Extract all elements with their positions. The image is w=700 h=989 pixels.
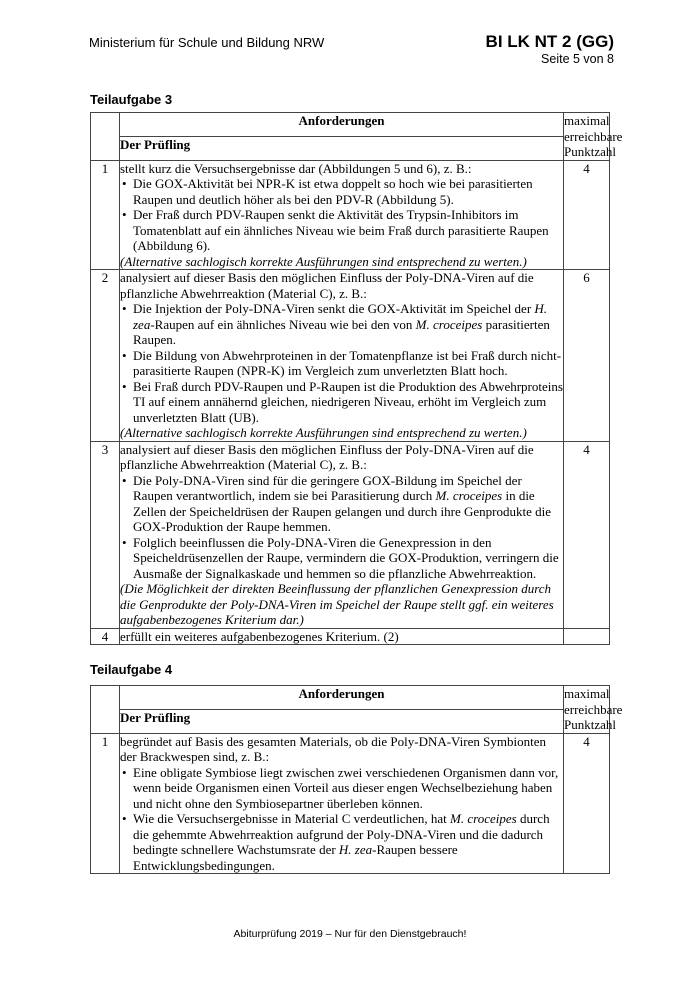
table-header-row xyxy=(91,113,610,137)
row-points: 4 xyxy=(564,441,610,628)
row-number: 1 xyxy=(91,160,120,270)
table-subheader-row xyxy=(91,709,610,733)
row-points: 4 xyxy=(564,160,610,270)
table-row xyxy=(91,441,610,628)
row-points: 6 xyxy=(564,270,610,442)
row-note: (Die Möglichkeit der direkten Beeinflussung der pflanzlichen Genexpression durch die Genprodukte der Poly-DNA-Viren im Speichel der Raupe stellt ggf. ein weiteres aufgabenbezogenes Kriterium dar.) xyxy=(120,581,554,627)
species-name: M. croceipes xyxy=(415,316,483,332)
bullet-item: • Wie die Versuchsergebnisse in Material C verdeutlichen, hat M. croceipes durch die gehemmte Abwehrreaktion aufgrund der Poly-DNA-Viren und die dadurch bedingte schnellere Wachstumsrate der H. zea-Raupen bessere Entwicklungsbedingungen. xyxy=(120,811,563,873)
bullet-item: • Die Injektion der Poly-DNA-Viren senkt die GOX-Aktivität im Speichel der H. zea-Raupen auf ein ähnliches Niveau wie bei den von M. croceipes parasitierten Raupen. xyxy=(120,301,563,348)
row-note: (Alternative sachlogisch korrekte Ausführungen sind entsprechend zu werten.) xyxy=(120,425,527,440)
row-points xyxy=(564,628,610,645)
exam-code: BI LK NT 2 (GG) xyxy=(485,32,614,51)
table-subheader-row xyxy=(91,136,610,160)
examinee-label: Der Prüfling xyxy=(120,136,564,160)
examinee-label: Der Prüfling xyxy=(120,709,564,733)
bullet-item: • Folglich beeinflussen die Poly-DNA-Viren die Genexpression in den Speicheldrüsenzellen der Raupe, vermindern die GOX-Produktion, verringern die Ausmaße der Signalkaskade und hemmen so die pflanzliche Abwehrreaktion. xyxy=(120,535,563,582)
bullet-item: • Die Bildung von Abwehrproteinen in der Tomatenpflanze ist bei Fraß durch nicht-parasitierte Raupen (NPR-K) im Vergleich zum unverletzten Blatt hoch. xyxy=(120,348,563,379)
table-row xyxy=(91,733,610,874)
row-number: 3 xyxy=(91,441,120,628)
page-number: Seite 5 von 8 xyxy=(541,52,614,66)
species-name: H. zea xyxy=(133,301,548,332)
ministry-name: Ministerium für Schule und Bildung NRW xyxy=(89,35,325,50)
table-header-row xyxy=(91,686,610,710)
row-intro: analysiert auf dieser Basis den möglichen Einfluss der Poly-DNA-Viren auf die pflanzliche Abwehrreaktion (Material C), z. B.: xyxy=(120,270,534,301)
row-content xyxy=(120,441,564,628)
max-points-header: maximal erreichbare Punktzahl xyxy=(564,686,623,732)
footer-note: Abiturprüfung 2019 – Nur für den Dienstgebrauch! xyxy=(233,928,467,940)
table-row xyxy=(91,270,610,442)
row-number: 1 xyxy=(91,733,120,874)
species-name: M. croceipes xyxy=(450,811,517,826)
task4-title: Teilaufgabe 4 xyxy=(90,662,173,677)
species-name: H. zea xyxy=(338,842,373,857)
row-content xyxy=(120,160,564,270)
max-points-header: maximal erreichbare Punktzahl xyxy=(564,113,623,159)
bullet-item: • Die Poly-DNA-Viren sind für die geringere GOX-Bildung im Speichel der Raupen verantwortlich, indem sie bei Parasitierung durch M. croceipes in die Zellen der Speicheldrüsen der Raupen gelangen und durch ihre Genprodukte die GOX-Produktion der Raupe hemmen. xyxy=(120,473,563,535)
row-intro: analysiert auf dieser Basis den möglichen Einfluss der Poly-DNA-Viren auf die pflanzliche Abwehrreaktion (Material C), z. B.: xyxy=(120,441,534,472)
bullet-item: • Die GOX-Aktivität bei NPR-K ist etwa doppelt so hoch wie bei parasitierten Raupen und deutlich höher als bei den PDV-R (Abbildung 5). xyxy=(120,176,563,207)
species-name: M. croceipes xyxy=(435,488,503,503)
table-row xyxy=(91,160,610,270)
requirements-header: Anforderungen xyxy=(120,113,564,137)
row-number: 4 xyxy=(91,628,120,645)
row-content xyxy=(120,270,564,442)
bullet-item: • Der Fraß durch PDV-Raupen senkt die Aktivität des Trypsin-Inhibitors im Tomatenblatt auf ein ähnliches Niveau wie beim Fraß durch parasitierte Raupen (Abbildung 6). xyxy=(120,207,563,254)
row-number: 2 xyxy=(91,270,120,442)
row-points: 4 xyxy=(564,733,610,874)
row-content xyxy=(120,733,564,874)
bullet-item: • Eine obligate Symbiose liegt zwischen zwei verschiedenen Organismen dann vor, wenn beide Organismen einen Vorteil aus dieser engen Wechselbeziehung haben und nicht ohne den Symbiosepartner überleben können. xyxy=(120,765,563,812)
bullet-item: • Bei Fraß durch PDV-Raupen und P-Raupen ist die Produktion des Abwehrproteins TI auf einem annähernd gleichen, niedrigeren Niveau, erhöht im Vergleich zum unverletzten Blatt (UB). xyxy=(120,379,563,426)
row-note: (Alternative sachlogisch korrekte Ausführungen sind entsprechend zu werten.) xyxy=(120,253,527,269)
task4-table xyxy=(90,685,623,874)
task3-title: Teilaufgabe 3 xyxy=(90,92,173,107)
row-content: erfüllt ein weiteres aufgabenbezogenes Kriterium. (2) xyxy=(120,628,564,645)
row-intro: stellt kurz die Versuchsergebnisse dar (Abbildungen 5 und 6), z. B.: xyxy=(120,160,472,176)
table-row xyxy=(91,628,610,645)
row-intro: begründet auf Basis des gesamten Materials, ob die Poly-DNA-Viren Symbionten der Brackwespen sind, z. B.: xyxy=(120,733,546,764)
task3-table xyxy=(90,112,623,645)
requirements-header: Anforderungen xyxy=(120,686,564,710)
